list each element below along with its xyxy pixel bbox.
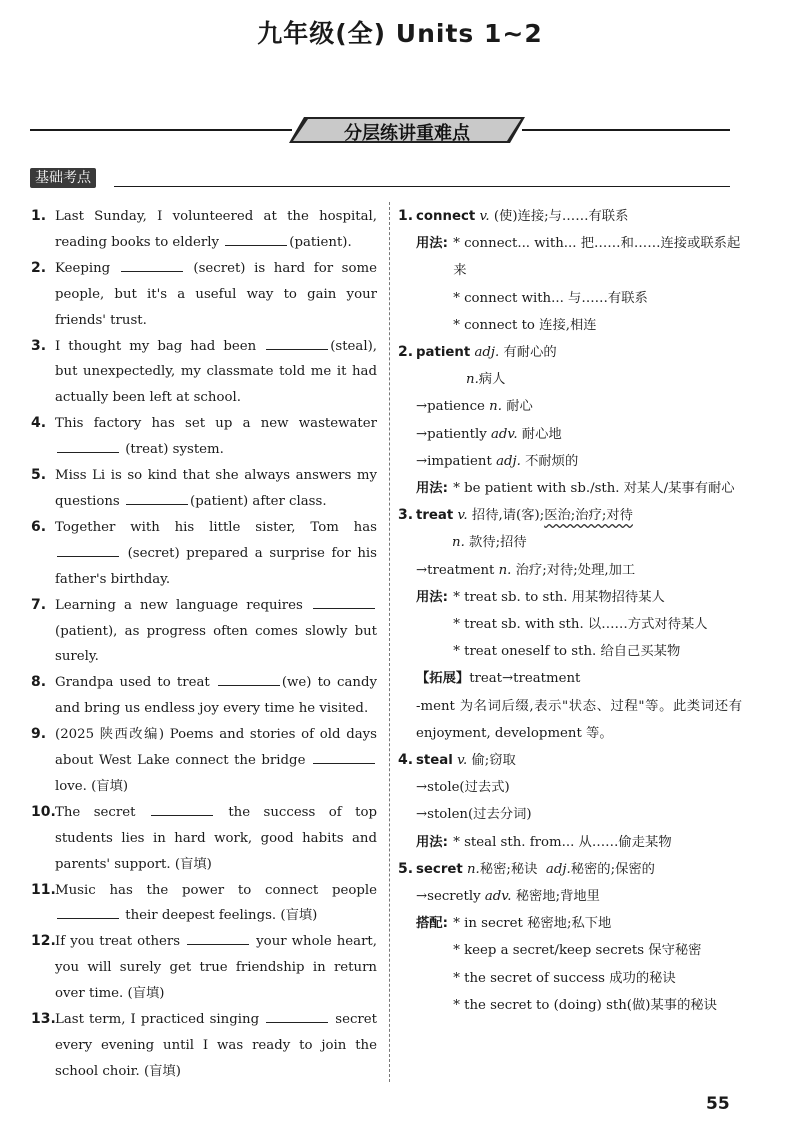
question-text: This factory has set up a new wastewater	[55, 416, 377, 432]
question-10	[31, 800, 377, 878]
usage-item: * treat sb. with sth. 以……方式对待某人	[453, 617, 708, 633]
part-of-speech: v.	[457, 753, 468, 769]
derivative-word: →patience	[416, 399, 485, 415]
usage-label: 用法:	[416, 589, 448, 605]
note-number: 4.	[398, 752, 414, 769]
question-13	[31, 1007, 377, 1085]
collocation-block	[398, 910, 742, 1019]
answer-blank[interactable]	[313, 750, 375, 764]
question-number: 2.	[31, 259, 47, 276]
usage-item: * connect with... 与……有联系	[453, 290, 648, 306]
part-of-speech: adv.	[490, 426, 518, 442]
question-text: (we) to candy and bring us endless joy every time he visited.	[55, 675, 378, 717]
banner-rule-right	[522, 129, 730, 131]
meaning: 秘密地;背地里	[515, 889, 600, 905]
meaning: 治疗;对待;处理,加工	[515, 562, 636, 578]
usage-block	[398, 829, 742, 856]
question-text: (secret) is hard for some people, but it's a useful way to gain your friends' trust.	[55, 260, 377, 328]
headword: secret	[416, 861, 463, 877]
answer-blank[interactable]	[121, 258, 183, 272]
answer-blank[interactable]	[218, 672, 280, 686]
part-of-speech: n.	[466, 861, 480, 877]
section-banner	[30, 116, 730, 144]
section-heading: 分层练讲重难点	[344, 123, 470, 144]
answer-blank[interactable]	[266, 1009, 328, 1023]
question-text: (patient), as progress often comes slowly but surely.	[55, 623, 377, 665]
collocation-item: * the secret of success 成功的秘诀	[453, 970, 676, 986]
question-text: (patient) after class.	[190, 493, 327, 509]
question-number: 3.	[31, 337, 47, 354]
question-number: 8.	[31, 674, 47, 691]
usage-block	[398, 584, 742, 666]
headword: patient	[416, 345, 471, 361]
question-8	[31, 670, 377, 722]
derivative-word: →secretly	[416, 889, 481, 905]
question-1	[31, 204, 377, 256]
note-patient	[398, 339, 742, 366]
question-number: 5.	[31, 467, 47, 484]
question-text: (2025 陕西改编) Poems and stories of old days about West Lake connect the bridge	[55, 727, 377, 769]
section-heading-tag	[288, 116, 526, 144]
exercise-column	[31, 204, 377, 1085]
question-text: their deepest feelings. (盲填)	[125, 908, 318, 924]
usage-item: * treat sb. to sth. 用某物招待某人	[453, 589, 665, 605]
subsection-header	[30, 168, 730, 188]
note-number: 5.	[398, 860, 414, 877]
derivative	[398, 421, 742, 448]
headword: treat	[416, 508, 454, 524]
question-text: Music has the power to connect people	[55, 882, 377, 898]
collocation-label: 搭配:	[416, 916, 448, 932]
usage-item: * connect... with... 把……和……连接或联系起来	[453, 236, 741, 279]
collocation-item: * in secret 秘密地;私下地	[453, 916, 612, 932]
question-7	[31, 593, 377, 671]
derivative	[398, 448, 742, 475]
answer-blank[interactable]	[187, 931, 249, 945]
question-2	[31, 256, 377, 334]
question-text: (secret) prepared a surprise for his father's birthday.	[55, 545, 377, 587]
meaning: 招待,请(客);	[471, 508, 545, 524]
usage-label: 用法:	[416, 481, 448, 497]
part-of-speech: adj.	[474, 345, 500, 361]
answer-blank[interactable]	[57, 543, 119, 557]
extension-label: 【拓展】	[416, 671, 470, 687]
question-11	[31, 878, 377, 930]
question-4	[31, 411, 377, 463]
note-line	[398, 366, 742, 393]
question-number: 4.	[31, 415, 47, 432]
answer-blank[interactable]	[266, 336, 328, 350]
meaning: 秘密的;保密的	[570, 861, 655, 877]
note-treat	[398, 502, 742, 529]
question-text: Keeping	[55, 260, 111, 276]
usage-label: 用法:	[416, 236, 448, 252]
note-number: 1.	[398, 208, 414, 224]
question-number: 11.	[31, 881, 56, 898]
question-text: If you treat others	[55, 934, 181, 950]
meaning: 病人	[478, 372, 506, 388]
meaning: 不耐烦的	[525, 453, 579, 469]
meaning: 有耐心的	[503, 345, 557, 361]
question-5	[31, 463, 377, 515]
derivative: →stole(过去式)	[416, 780, 510, 796]
question-number: 7.	[31, 596, 47, 613]
derivative	[398, 393, 742, 420]
question-text: Last Sunday, I volunteered at the hospital, reading books to elderly	[55, 209, 377, 250]
meaning: 款待;招待	[469, 535, 527, 551]
subsection-label: 基础考点	[30, 168, 96, 188]
extension-note: -ment 为名词后缀,表示"状态、过程"等。此类词还有 enjoyment, development 等。	[416, 698, 742, 741]
question-text: Last term, I practiced singing	[55, 1012, 260, 1028]
derivative-word: →treatment	[416, 562, 495, 578]
page-number: 55	[706, 1094, 730, 1114]
note-steal	[398, 747, 742, 774]
note-line	[398, 529, 742, 556]
meaning: 耐心	[506, 399, 533, 415]
part-of-speech: n.	[489, 399, 502, 415]
question-text: (treat) system.	[125, 442, 224, 458]
note-number: 3.	[398, 507, 414, 524]
note-number: 2.	[398, 344, 414, 361]
usage-item: * be patient with sb./sth. 对某人/某事有耐心	[453, 481, 735, 497]
usage-item: * steal sth. from... 从……偷走某物	[453, 834, 672, 850]
question-text: the success of top students lies in hard work, good habits and parents' support. (盲填)	[55, 804, 377, 872]
question-text: secret every evening until I was ready to join the school choir. (盲填)	[55, 1012, 377, 1079]
derivative-word: →impatient	[416, 453, 492, 469]
question-text: your whole heart, you will surely get true friendship in return over time. (盲填)	[55, 934, 378, 1002]
usage-item: * connect to 连接,相连	[453, 317, 597, 333]
question-text: Learning a new language requires	[55, 597, 303, 613]
part-of-speech: adj.	[545, 861, 571, 877]
note-secret	[398, 856, 742, 883]
usage-block	[398, 475, 742, 502]
part-of-speech: adv.	[484, 889, 512, 905]
answer-blank[interactable]	[225, 232, 287, 246]
extension-text: treat→treatment	[469, 671, 581, 687]
headword: connect	[416, 209, 476, 224]
part-of-speech: n.	[452, 535, 465, 551]
column-divider	[389, 202, 390, 1082]
question-9	[31, 722, 377, 800]
meaning: (使)连接;与……有联系	[493, 209, 629, 224]
meaning: 偷;窃取	[471, 753, 516, 769]
question-number: 13.	[31, 1011, 56, 1028]
answer-blank[interactable]	[313, 595, 375, 609]
answer-blank[interactable]	[151, 802, 213, 816]
question-number: 12.	[31, 933, 56, 950]
question-12	[31, 929, 377, 1007]
collocation-item: * the secret to (doing) sth(做)某事的秘诀	[453, 997, 717, 1013]
page-title: 九年级(全) Units 1~2	[257, 19, 543, 48]
question-number: 10.	[31, 803, 56, 820]
answer-blank[interactable]	[126, 491, 188, 505]
usage-label: 用法:	[416, 834, 448, 850]
question-text: (steal), but unexpectedly, my classmate told me it had actually been left at school.	[55, 338, 378, 406]
meaning: 秘密;秘诀	[479, 861, 538, 877]
answer-blank[interactable]	[57, 905, 119, 919]
question-number: 6.	[31, 518, 47, 535]
question-number: 9.	[31, 726, 47, 743]
question-6	[31, 515, 377, 593]
meaning: 耐心地	[521, 426, 562, 442]
derivative-word: →patiently	[416, 426, 487, 442]
usage-item: * treat oneself to sth. 给自己买某物	[453, 644, 681, 660]
meaning-emphasis: 医治;治疗;对待	[544, 508, 633, 524]
derivative	[398, 883, 742, 910]
part-of-speech: v.	[479, 209, 490, 224]
collocation-item: * keep a secret/keep secrets 保守秘密	[453, 943, 702, 959]
question-text: The secret	[55, 804, 136, 820]
notes-column	[398, 203, 742, 1019]
question-number: 1.	[31, 208, 47, 224]
part-of-speech: n.	[498, 562, 512, 578]
usage-block	[398, 230, 742, 339]
question-text: (patient).	[289, 234, 352, 250]
question-text: Miss Li is so kind that she always answers my questions	[55, 468, 377, 509]
question-text: Together with his little sister, Tom has	[55, 519, 377, 535]
extension	[398, 665, 742, 692]
subsection-rule	[114, 186, 730, 187]
note-connect	[398, 203, 742, 230]
question-text: Grandpa used to treat	[55, 675, 210, 691]
question-text: I thought my bag had been	[55, 338, 257, 354]
headword: steal	[416, 753, 453, 769]
derivative	[398, 557, 742, 584]
question-text: love. (盲填)	[55, 778, 129, 794]
part-of-speech: n.	[466, 372, 479, 388]
part-of-speech: adj.	[496, 453, 521, 469]
question-3	[31, 334, 377, 412]
derivative: →stolen(过去分词)	[416, 807, 532, 823]
part-of-speech: v.	[457, 508, 468, 524]
banner-rule-left	[30, 129, 292, 131]
answer-blank[interactable]	[57, 439, 119, 453]
